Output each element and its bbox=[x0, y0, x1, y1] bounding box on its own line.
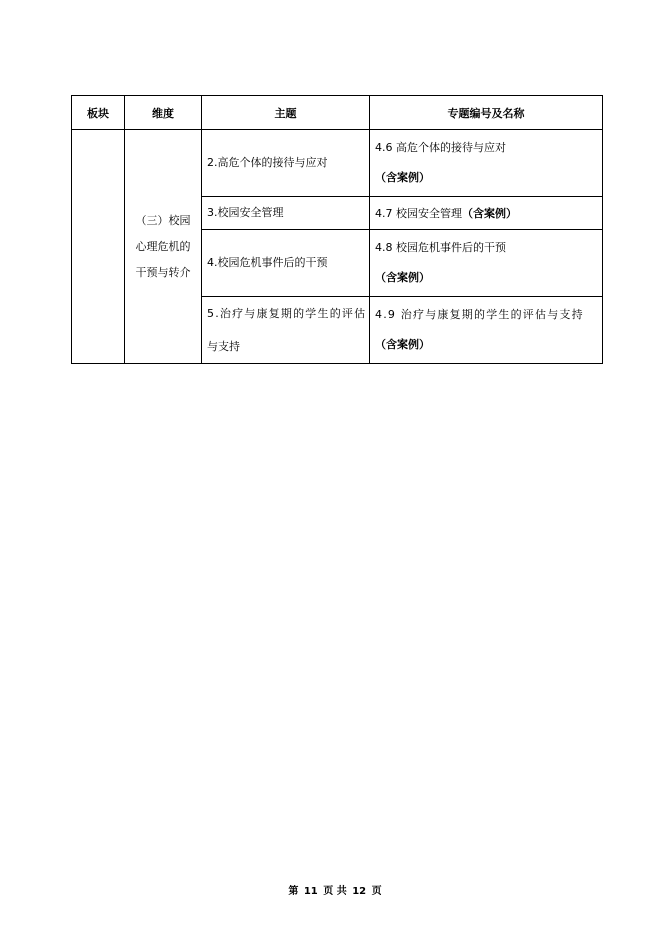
dimension-line: （三）校园 bbox=[135, 213, 191, 227]
special-topic-title: 4.6 高危个体的接待与应对 bbox=[375, 141, 506, 154]
topic-line: 5.治疗与康复期的学生的评估 bbox=[207, 307, 367, 320]
special-topic-title: 4.9 治疗与康复期的学生的评估与支持 bbox=[375, 308, 584, 321]
table-header-row bbox=[72, 96, 603, 130]
special-topic-cell bbox=[370, 130, 603, 197]
special-topic-cell bbox=[370, 297, 603, 364]
dimension-line: 干预与转介 bbox=[135, 265, 191, 279]
topic-cell: 3.校园安全管理 bbox=[202, 197, 370, 230]
header-dimension: 维度 bbox=[125, 96, 202, 130]
topic-table bbox=[71, 95, 603, 364]
topic-cell: 2.高危个体的接待与应对 bbox=[202, 130, 370, 197]
page-footer bbox=[0, 882, 670, 897]
section-cell bbox=[72, 130, 125, 364]
case-note: （含案例） bbox=[375, 338, 430, 351]
dimension-cell bbox=[125, 130, 202, 364]
special-topic-cell bbox=[370, 230, 603, 297]
case-note: （含案例） bbox=[462, 207, 517, 220]
special-topic-cell bbox=[370, 197, 603, 230]
header-special-topic: 专题编号及名称 bbox=[370, 96, 603, 130]
dimension-line: 心理危机的 bbox=[135, 239, 191, 253]
topic-line: 与支持 bbox=[207, 340, 240, 353]
topic-cell: 4.校园危机事件后的干预 bbox=[202, 230, 370, 297]
topic-cell bbox=[202, 297, 370, 364]
table-row bbox=[72, 130, 603, 197]
footer-mid: 页 共 bbox=[323, 886, 347, 897]
footer-prefix: 第 bbox=[288, 886, 299, 897]
footer-suffix: 页 bbox=[371, 886, 382, 897]
special-topic-title: 4.8 校园危机事件后的干预 bbox=[375, 241, 506, 254]
header-topic: 主题 bbox=[202, 96, 370, 130]
footer-page-number: 11 bbox=[303, 886, 318, 897]
case-note: （含案例） bbox=[375, 171, 430, 184]
special-topic-title: 4.7 校园安全管理 bbox=[375, 207, 462, 220]
footer-total-pages: 12 bbox=[352, 886, 367, 897]
header-section: 板块 bbox=[72, 96, 125, 130]
case-note: （含案例） bbox=[375, 271, 430, 284]
